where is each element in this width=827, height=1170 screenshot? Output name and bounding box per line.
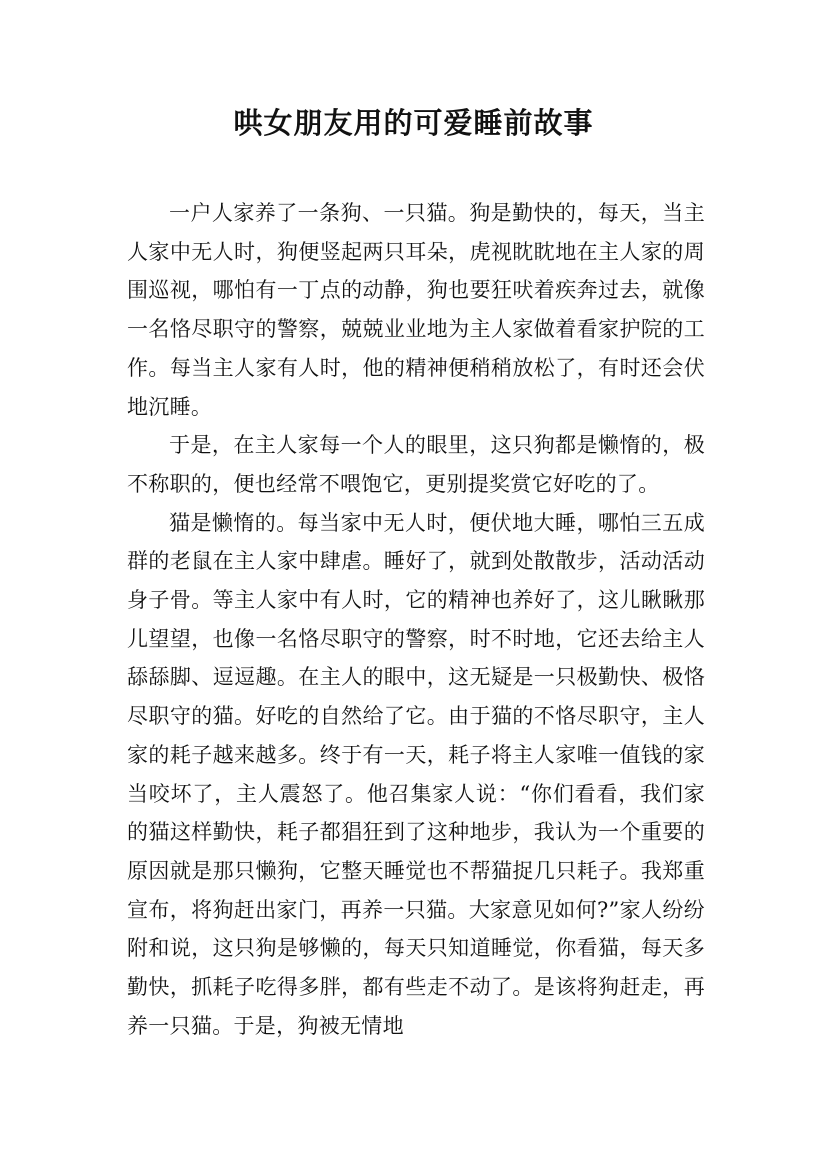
document-title: 哄女朋友用的可爱睡前故事 (233, 106, 594, 140)
paragraph-2: 于是，在主人家每一个人的眼里，这只狗都是懒惰的，极不称职的，便也经常不喂饱它，更别提奖赏它好吃的了。 (127, 433, 705, 496)
document-body (127, 194, 705, 1045)
paragraph-3: 猫是懒惰的。每当家中无人时，便伏地大睡，哪怕三五成群的老鼠在主人家中肆虐。睡好了，就到处散散步，活动活动身子骨。等主人家中有人时，它的精神也养好了，这儿瞅瞅那儿望望，也像一名恪尽职守的警察，时不时地，它还去给主人舔舔脚、逗逗趣。在主人的眼中，这无疑是一只极勤快、极恪尽职守的猫。好吃的自然给了它。由于猫的不恪尽职守，主人家的耗子越来越多。终于有一天，耗子将主人家唯一值钱的家当咬坏了，主人震怒了。他召集家人说：“你们看看，我们家的猫这样勤快，耗子都猖狂到了这种地步，我认为一个重要的原因就是那只懒狗，它整天睡觉也不帮猫捉几只耗子。我郑重宣布，将狗赶出家门，再养一只猫。大家意见如何?”家人纷纷附和说，这只狗是够懒的，每天只知道睡觉，你看猫，每天多勤快，抓耗子吃得多胖，都有些走不动了。是该将狗赶走，再养一只猫。于是，狗被无情地 (127, 510, 705, 1038)
paragraph-1: 一户人家养了一条狗、一只猫。狗是勤快的，每天，当主人家中无人时，狗便竖起两只耳朵，虎视眈眈地在主人家的周围巡视，哪怕有一丁点的动静，狗也要狂吠着疾奔过去，就像一名恪尽职守的警察，兢兢业业地为主人家做着看家护院的工作。每当主人家有人时，他的精神便稍稍放松了，有时还会伏地沉睡。 (127, 201, 705, 419)
